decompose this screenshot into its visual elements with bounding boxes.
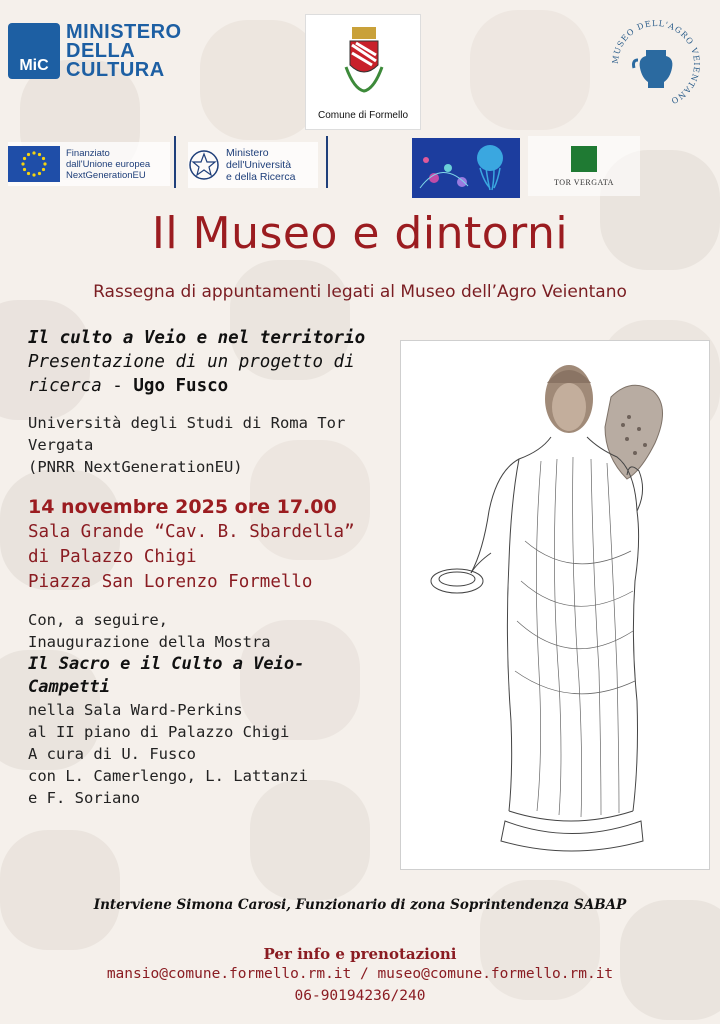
event-details [28,326,398,809]
talk-line [28,374,398,398]
mur-line: dell'Università [226,159,292,171]
tor-vergata-label: TOR VERGATA [554,177,614,187]
exhibition-title: Campetti [28,677,110,697]
eu-funding-logo [8,142,170,186]
venue-line: Piazza San Lorenzo Formello [28,572,313,592]
republic-emblem-icon [188,149,220,181]
comune-formello-logo [305,14,421,130]
eu-line: dall'Unione europea [66,158,151,170]
mur-line: e della Ricerca [226,171,296,183]
talk-line-prefix: ricerca [28,376,102,396]
mic-badge: MiC [8,23,60,79]
eu-line: NextGenerationEU [66,169,146,181]
info-heading: Per info e prenotazioni [263,945,457,963]
exhibition-intro: Con, a seguire, [28,611,168,629]
eu-flag-icon [8,146,60,182]
mur-logo [188,142,318,188]
affiliation-line: Vergata [28,436,94,454]
exhibition-curator: con L. Camerlengo, L. Lattanzi [28,767,308,785]
mic-line: DELLA [66,39,136,62]
speaker-name: Ugo Fusco [133,376,229,396]
exhibition-intro: Inaugurazione della Mostra [28,633,271,651]
ministero-cultura-logo [8,20,183,82]
ministero-cultura-wordmark [66,20,182,81]
tor-vergata-mark-icon [571,146,597,172]
exhibition-location: nella Sala Ward-Perkins [28,701,243,719]
exhibition-location: al II piano di Palazzo Chigi [28,723,290,741]
formello-crest-icon [344,27,384,97]
mic-line: MINISTERO [66,20,182,43]
talk-line: Presentazione di un progetto di [28,352,355,372]
talk-heading: Il culto a Veio e nel territorio [28,328,366,348]
divider [326,136,328,188]
eu-text [66,148,150,181]
guest-speaker: Interviene Simona Carosi, Funzionario di zona Soprintendenza SABAP [93,897,627,913]
affiliation-line: (PNRR NextGenerationEU) [28,458,243,476]
museo-ring-text: MUSEO DELL'AGRO VEIENTANO [610,18,702,106]
tor-vergata-logo [528,136,640,196]
statue-illustration [400,340,710,870]
divider [174,136,176,188]
venue-line: Sala Grande “Cav. B. Sbardella” [28,522,355,542]
comune-caption: Comune di Formello [317,110,409,121]
poster-title: Il Museo e dintorni [151,208,569,259]
museo-agro-veientano-logo [608,16,704,112]
exhibition-title: Il Sacro e il Culto a Veio- [28,654,305,674]
affiliation-line: Università degli Studi di Roma Tor [28,414,346,432]
mur-text [226,147,295,183]
poster-subtitle: Rassegna di appuntamenti legati al Museo dell’Agro Veientano [93,282,627,302]
eu-line: Finanziato [66,147,110,159]
contact-phone[interactable]: 06-90194236/240 [294,988,426,1004]
project-graphic [412,138,520,198]
contact-emails[interactable]: mansio@comune.formello.rm.it / museo@comune.formello.rm.it [106,966,614,982]
mic-line: CULTURA [66,58,165,81]
mur-line: Ministero [226,147,269,159]
exhibition-curator: e F. Soriano [28,789,140,807]
exhibition-curator: A cura di U. Fusco [28,745,196,763]
votive-statue-drawing [401,341,711,871]
speaker-separator: - [101,376,134,396]
venue-line: di Palazzo Chigi [28,547,197,567]
event-date: 14 novembre 2025 ore 17.00 [28,496,337,518]
